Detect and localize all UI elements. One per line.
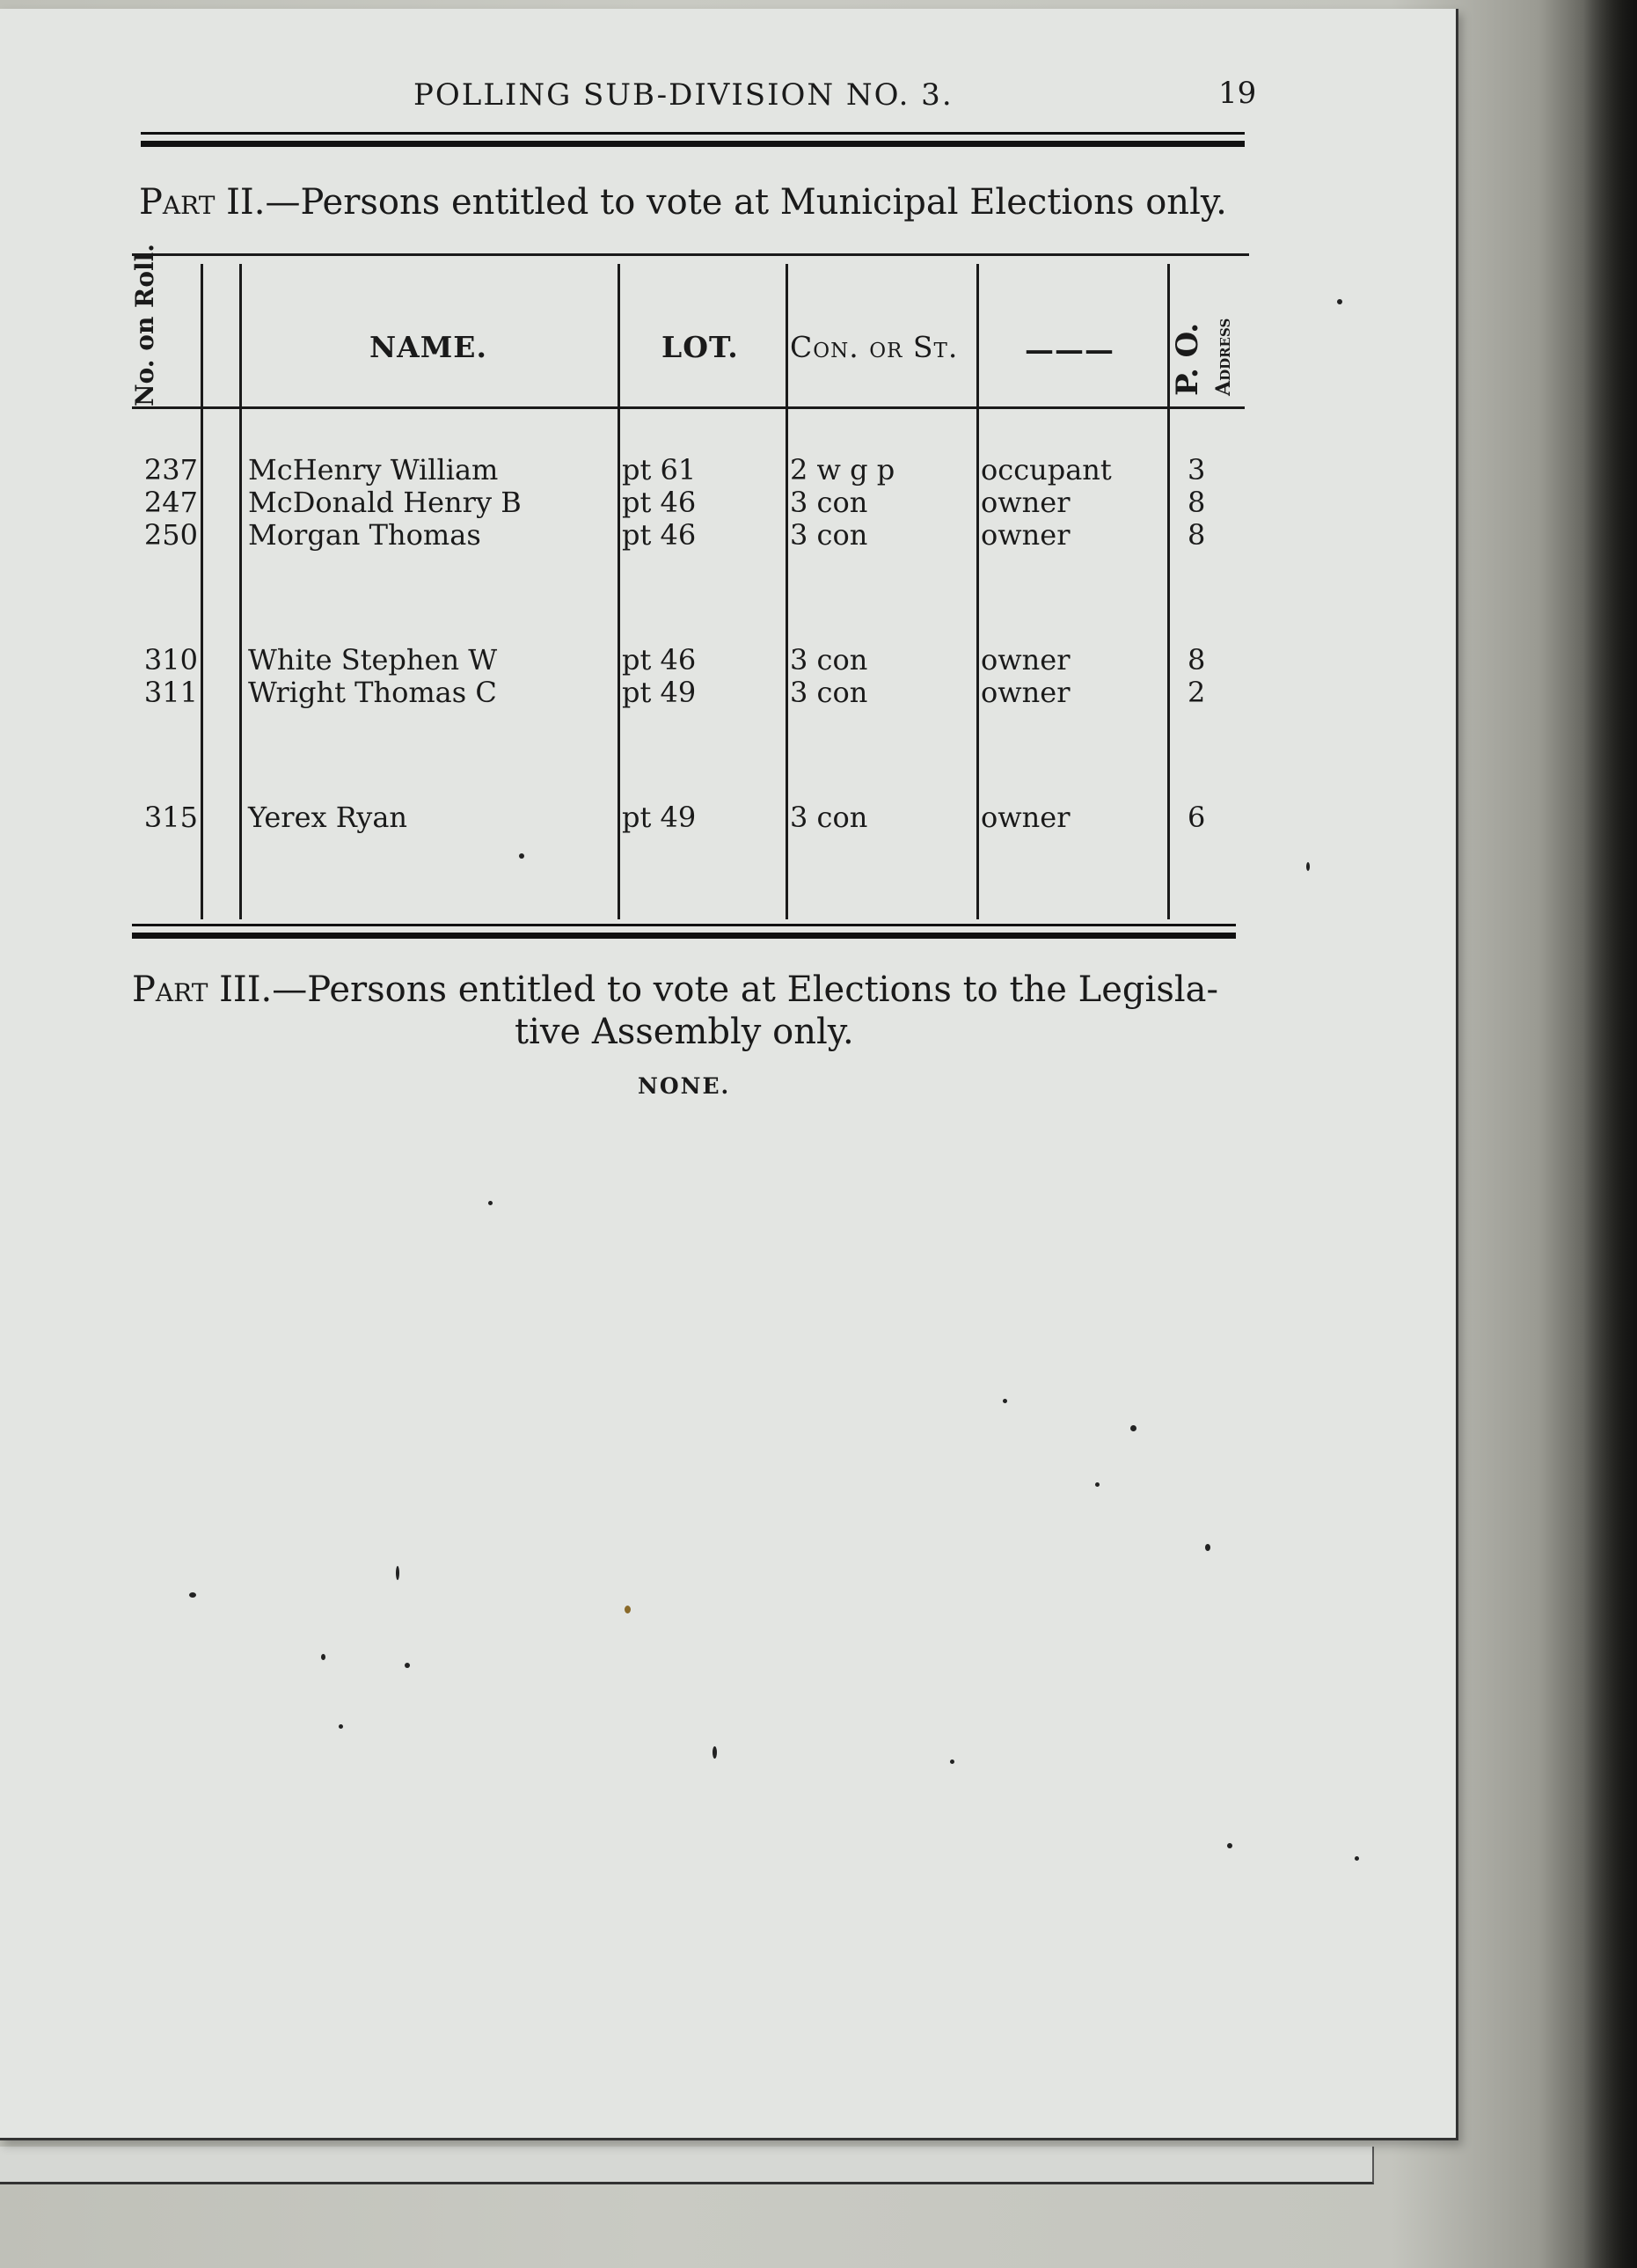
col-header-po: P. O. bbox=[1170, 322, 1205, 396]
scan-speck bbox=[713, 1746, 717, 1759]
cell-status: owner bbox=[981, 518, 1071, 552]
col-divider-1 bbox=[201, 264, 203, 919]
cell-po: 8 bbox=[1188, 486, 1206, 519]
table-bottom-rule-thin bbox=[132, 924, 1236, 926]
scan-speck bbox=[189, 1592, 196, 1598]
top-rule-thin bbox=[141, 132, 1245, 135]
part-ii-heading bbox=[139, 180, 1227, 224]
book-spine-shadow bbox=[1583, 0, 1637, 2268]
part-iii-heading-line2: tive Assembly only. bbox=[515, 1012, 854, 1052]
scan-speck bbox=[1130, 1425, 1136, 1431]
part-ii-label: Part II. bbox=[139, 182, 266, 223]
part-iii-heading bbox=[132, 968, 1218, 1012]
col-divider-2 bbox=[239, 264, 242, 919]
scan-speck bbox=[1205, 1544, 1210, 1551]
cell-lot: pt 49 bbox=[622, 801, 697, 834]
top-rule-thick bbox=[141, 141, 1245, 147]
cell-con: 3 con bbox=[790, 518, 868, 552]
part-iii-label: Part III. bbox=[132, 969, 273, 1010]
cell-po: 2 bbox=[1188, 676, 1206, 709]
cell-name: Wright Thomas C bbox=[248, 676, 497, 709]
cell-lot: pt 49 bbox=[622, 676, 697, 709]
cell-lot: pt 46 bbox=[622, 486, 697, 519]
cell-lot: pt 46 bbox=[622, 518, 697, 552]
scan-speck bbox=[519, 853, 524, 859]
scan-speck bbox=[488, 1201, 493, 1205]
cell-name: White Stephen W bbox=[248, 643, 498, 677]
col-header-po-address: Address bbox=[1212, 318, 1235, 396]
cell-po: 8 bbox=[1188, 518, 1206, 552]
scan-speck bbox=[321, 1654, 325, 1660]
col-divider-4 bbox=[786, 264, 788, 919]
part-ii-heading-text: —Persons entitled to vote at Municipal Elections only. bbox=[265, 182, 1227, 223]
part-iii-heading-line1: —Persons entitled to vote at Elections to the Legisla- bbox=[272, 969, 1218, 1010]
cell-status: owner bbox=[981, 486, 1071, 519]
col-header-lot: LOT. bbox=[661, 330, 739, 364]
table-bottom-rule-thick bbox=[132, 933, 1236, 939]
table-top-rule bbox=[132, 253, 1249, 256]
cell-po: 6 bbox=[1188, 801, 1206, 834]
cell-con: 3 con bbox=[790, 676, 868, 709]
scan-speck bbox=[950, 1760, 954, 1764]
cell-lot: pt 46 bbox=[622, 643, 697, 677]
col-divider-5 bbox=[976, 264, 979, 919]
cell-no: 311 bbox=[143, 676, 198, 709]
cell-no: 237 bbox=[143, 453, 198, 487]
cell-status: occupant bbox=[981, 453, 1112, 487]
scan-speck bbox=[1095, 1482, 1100, 1487]
cell-con: 3 con bbox=[790, 801, 868, 834]
cell-no: 247 bbox=[143, 486, 198, 519]
cell-status: owner bbox=[981, 676, 1071, 709]
cell-po: 3 bbox=[1188, 453, 1206, 487]
col-divider-6 bbox=[1167, 264, 1170, 919]
col-header-blank: ——— bbox=[1025, 333, 1114, 367]
cell-name: McHenry William bbox=[248, 453, 499, 487]
scan-speck bbox=[405, 1663, 410, 1668]
scan-speck bbox=[396, 1566, 399, 1580]
cell-lot: pt 61 bbox=[622, 453, 697, 487]
scan-speck bbox=[1003, 1399, 1007, 1403]
col-divider-3 bbox=[618, 264, 620, 919]
header-bottom-rule bbox=[132, 406, 1245, 409]
cell-name: McDonald Henry B bbox=[248, 486, 522, 519]
scan-speck bbox=[1337, 299, 1342, 304]
cell-name: Morgan Thomas bbox=[248, 518, 481, 552]
cell-no: 315 bbox=[143, 801, 198, 834]
col-header-name: NAME. bbox=[369, 330, 487, 364]
cell-name: Yerex Ryan bbox=[248, 801, 408, 834]
col-header-no-on-roll: No. on Roll. bbox=[130, 243, 159, 406]
document-page bbox=[0, 9, 1458, 2140]
cell-no: 310 bbox=[143, 643, 198, 677]
cell-con: 2 w g p bbox=[790, 453, 895, 487]
scan-speck bbox=[1306, 862, 1310, 871]
cell-con: 3 con bbox=[790, 643, 868, 677]
scan-speck bbox=[1355, 1856, 1359, 1861]
scan-speck bbox=[625, 1606, 631, 1613]
scan-speck bbox=[339, 1724, 343, 1729]
cell-status: owner bbox=[981, 801, 1071, 834]
cell-no: 250 bbox=[143, 518, 198, 552]
col-header-con: Con. or St. bbox=[790, 330, 959, 364]
page-number: 19 bbox=[1218, 76, 1257, 111]
running-head: POLLING SUB-DIVISION NO. 3. bbox=[413, 77, 954, 113]
cell-po: 8 bbox=[1188, 643, 1206, 677]
cell-con: 3 con bbox=[790, 486, 868, 519]
none-label: NONE. bbox=[638, 1073, 731, 1099]
cell-status: owner bbox=[981, 643, 1071, 677]
underlying-page-edge bbox=[0, 2147, 1374, 2184]
scan-speck bbox=[1227, 1843, 1232, 1848]
